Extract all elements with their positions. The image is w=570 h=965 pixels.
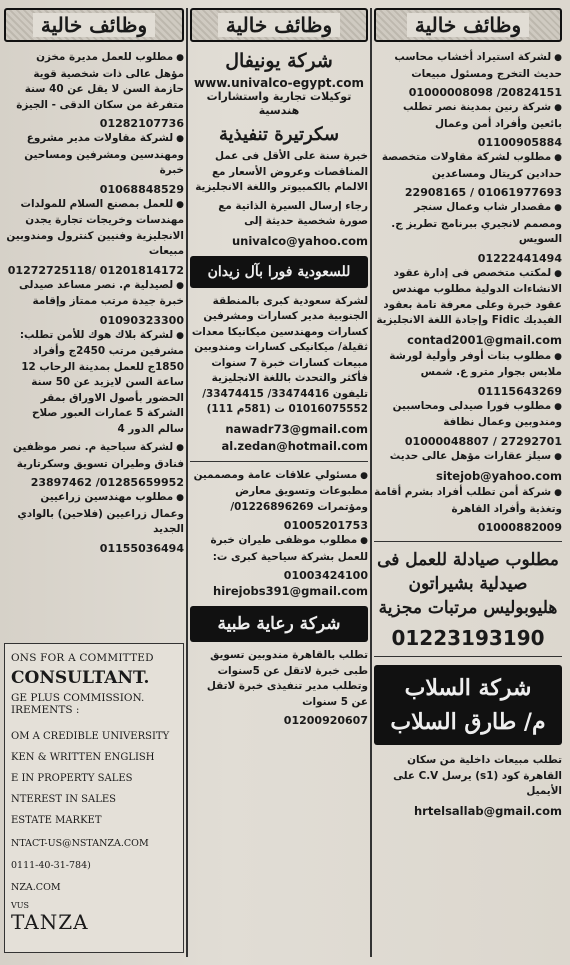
univalco-cv-note: رجاء إرسال السيرة الذاتية مع صورة شخصية حديثة إلى [218, 199, 368, 227]
section-header-title: وظائف خالية [33, 13, 155, 37]
saudi-email-1: nawadr73@gmail.com [225, 421, 368, 436]
job-ad: ●لمكتب متخصص فى إدارة عقود الانشاءات الدولية مطلوب مهندس عقود خبرة وعلى معرفة تامة بعقود الفيديك Fidic وإجادة اللغة الانجليزية [376, 266, 562, 326]
saudi-ad-text: لشركة سعودية كبرى بالمنطقة الجنوبية مدير كسارات ومشرفين كسارات ومهندسين ميكانيكا معدات ثقيلة/ ميكانيكى كسارات ومندوبين مبيعات كسارات خبرة 7 سنوات فأكثر والتحدث باللغة الانجليزية تليفون 33474416/ 33474415/ 01016075552 ت (581م 111) [191, 294, 368, 415]
ad-phone: 01282107736 [99, 117, 184, 130]
ad-phone: 01000882009 [477, 521, 562, 534]
ad-email: hirejobs391@gmail.com [213, 584, 368, 598]
consultant-requirement: ESTATE MARKET [11, 815, 102, 826]
ad-phone: 01005201753 [283, 519, 368, 532]
ad-phone: 01003424100 [283, 569, 368, 582]
sallab-banner [374, 665, 562, 745]
consultant-requirements-heading: IREMENTS : [11, 704, 80, 716]
saudi-banner: للسعودية فورا بآل زيدان [190, 256, 368, 288]
consultant-requirement: NTEREST IN SALES [11, 794, 116, 805]
consultant-brand-name: TANZA [11, 910, 89, 934]
section-header-title: وظائف خالية [218, 13, 340, 37]
consultant-brand-small: VUS [11, 901, 29, 910]
pharmacist-ad-phone: 01223193190 [391, 626, 545, 650]
medical-care-phone: 01200920607 [283, 714, 368, 727]
column-divider [370, 8, 372, 957]
middle-column [190, 8, 368, 959]
section-header [4, 8, 184, 42]
ad-phone: 22908165 / 01061977693 [404, 186, 562, 199]
consultant-title: CONSULTANT. [11, 668, 150, 688]
univalco-job-title: سكرتيرة تنفيذية [218, 124, 340, 145]
consultant-requirement: OM A CREDIBLE UNIVERSITY [11, 731, 170, 742]
job-ad: ●مطلوب للعمل مديرة مخزن مؤهل عالى ذات شخصية قوية حازمة السن لا يقل عن 40 سنة متفرغة من سكان الدقى - الجيزة [16, 51, 184, 111]
consultant-line: ONS FOR A COMMITTED [11, 652, 154, 664]
medical-care-text: تطلب بالقاهرة مندوبين تسويق طبى خبرة لاتقل عن 5سنوات وتطلب مدير تنفيذى خبرة لاتقل عن 5 سنوات [206, 649, 368, 708]
consultant-contact: NZA.COM [11, 882, 61, 893]
consultant-brand-logo [11, 901, 177, 934]
ad-phone: 01068848529 [99, 182, 184, 196]
sallab-banner-line2: م/ طارق السلاب [390, 709, 546, 735]
consultant-requirement: E IN PROPERTY SALES [11, 773, 133, 784]
job-ad: ●شركة أمن تطلب أفراد بشرم أقامة وتغذية وأفراد القاهرة [374, 486, 562, 515]
ad-phone: 01000048807 / 27292701 [404, 434, 562, 448]
consultant-requirement: KEN & WRITTEN ENGLISH [11, 752, 155, 763]
job-ad: ●مطلوب لشركة مقاولات متخصصة حدادين كريتال ومساعدين [381, 151, 562, 180]
job-ad: ●لشركة استيراد أخشاب محاسب حديث التخرج ومسئول مبيعات [394, 51, 562, 80]
divider-line [190, 461, 368, 462]
univalco-url: www.univalco-egypt.com [194, 76, 364, 90]
consultant-ad-box [4, 643, 184, 953]
job-ad: ●لشركة سياحية م. نصر موظفين فنادق وطيران تسويق وسكرتارية [13, 441, 184, 470]
left-column [4, 8, 184, 959]
pharmacist-ad-title: مطلوب صيادلة للعمل فى صيدلية بشيراتون هليوبوليس مرتبات مجزية [377, 550, 559, 618]
consultant-line: GE PLUS COMMISSION. [11, 692, 145, 704]
job-ad: ●مسئولي علاقات عامة ومصممين مطبوعات وتسويق معارض ومؤتمرات 01226896269/ [193, 468, 368, 513]
section-header [374, 8, 562, 42]
univalco-company-name: شركة يونيفال [225, 50, 333, 72]
ad-phone: 01090323300 [99, 313, 184, 327]
section-header-title: وظائف خالية [407, 13, 529, 37]
job-ad: ●للعمل بمصنع السلام للمولدات مهندسات وخريجات تجارة يجدن الانجليزية وفنيين كنترول ومندوبين مبيعات [6, 197, 184, 257]
medical-care-banner: شركة رعاية طبية [190, 606, 368, 642]
job-ad: ●مطلوب بنات أوفر وأولية لورشة ملابس بجوار مترو ع. شمس [389, 349, 562, 378]
univalco-subtitle: توكيلات تجارية واستشارات هندسية [206, 90, 352, 117]
column-divider [186, 8, 188, 957]
univalco-job-desc: خبرة سنة على الأقل فى عمل المناقصات وعروض الأسعار مع الالمام بالكمبيوتر واللغة الانجليزية [195, 150, 368, 193]
ad-phone: 01115643269 [477, 384, 562, 398]
job-ad: ●شركة رنين بمدينة نصر تطلب بائعين وأفراد أمن وعمال [402, 101, 562, 130]
job-ad: ●مطلوب مهندسين زراعيين وعمال زراعيين (فلاحين) بالوادي الجديد [17, 491, 184, 535]
ad-phone: 23897462 /01285659952 [30, 476, 184, 489]
consultant-contact: NTACT-US@NSTANZA.COM [11, 838, 149, 849]
job-ad: ●لشركة بلاك هوك للأمن تطلب: مشرفين مرتب 2450ج وأفراد 1850ج للعمل بمدينة الرحاب 12 ساعة السن لايزيد عن 50 سنة الحضور بأصول الاوراق بمقر الشركة 5 عمارات العبور صلاح سالم الدور 4 [19, 328, 184, 435]
divider-line [374, 656, 562, 657]
univalco-email: univalco@yahoo.com [231, 233, 368, 248]
ad-phone: 01155036494 [99, 541, 184, 555]
ad-email: contad2001@gmail.com [407, 332, 562, 347]
ad-phone: 01000008098 /20824151 [408, 86, 562, 99]
ad-phone: 01100905884 [477, 136, 562, 149]
job-ad: ●لشركة مقاولات مدير مشروع ومهندسين ومشرفين ومساحين خبرة [24, 132, 184, 176]
consultant-contact: 0111-40-31-784) [11, 860, 91, 871]
job-ad: ●لصيدلية م. نصر مساعد صيدلى خبرة جيدة مرتب ممتاز وإقامة [18, 278, 184, 307]
right-column [374, 8, 562, 959]
sallab-ad-email: hrtelsallab@gmail.com [413, 803, 562, 818]
ad-email: sitejob@yahoo.com [436, 469, 562, 483]
sallab-banner-line1: شركة السلاب [404, 675, 532, 701]
saudi-email-2: al.zedan@hotmail.com [221, 438, 368, 453]
job-ad: ●مقصدار شاب وعمال سنجر ومصمم لانجيري ببرنامج تطريز ج. السويس [391, 201, 562, 245]
divider-line [374, 541, 562, 542]
ad-phone: 01272725118/ 01201814172 [7, 263, 184, 277]
job-ad: ●مطلوب موظفى طيران خبرة للعمل بشركة سياحية كبرى ت: [210, 534, 368, 563]
ad-phone: 01222441494 [477, 251, 562, 265]
job-ad: ●سيلز عقارات مؤهل عالى حديث [389, 449, 562, 462]
section-header [190, 8, 368, 42]
sallab-ad-text: تطلب مبيعات داخلية من سكان القاهرة كود (s1) يرسل C.V على الأيميل [393, 754, 562, 797]
job-ad: ●مطلوب فورا صيدلى ومحاسبين ومندوبين وعمال نظافة [392, 399, 562, 428]
